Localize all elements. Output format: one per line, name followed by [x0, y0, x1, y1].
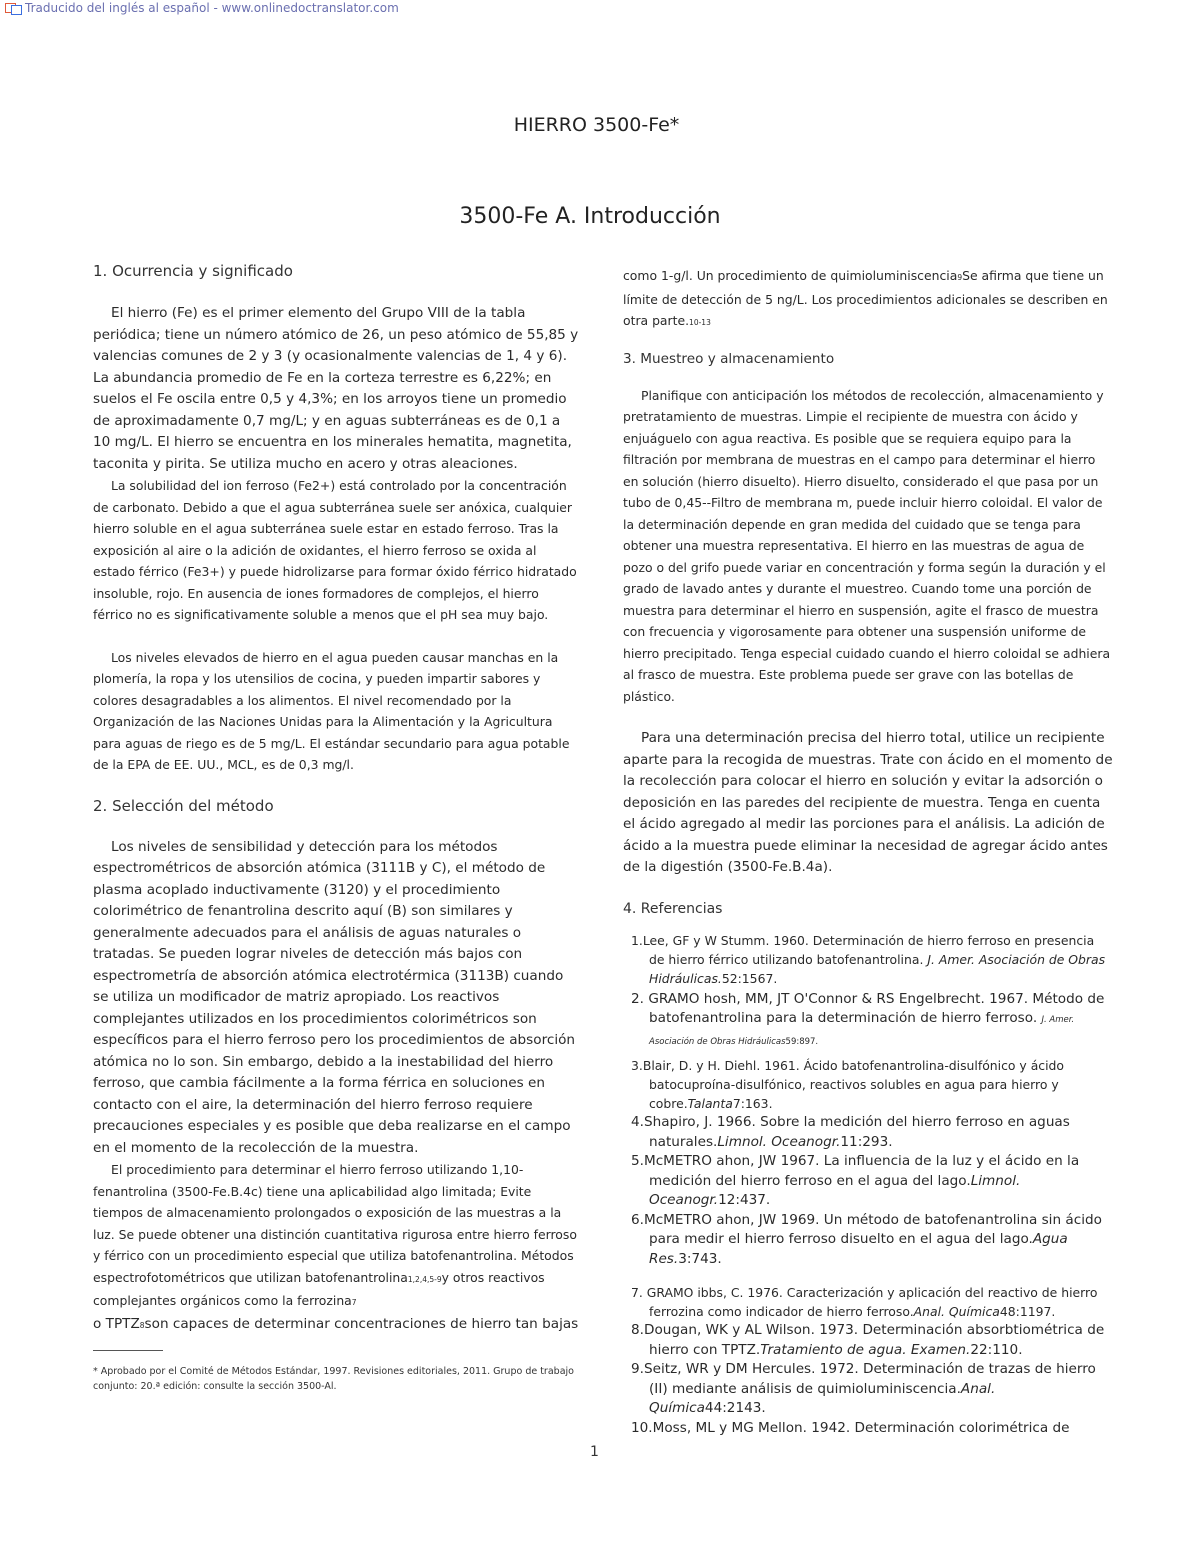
paragraph-tptz: o TPTZ8son capaces de determinar concentraciones de hierro tan bajas: [93, 1315, 579, 1332]
translate-icon: [5, 2, 21, 14]
heading-method-selection: 2. Selección del método: [93, 796, 274, 815]
heading-occurrence: 1. Ocurrencia y significado: [93, 262, 293, 280]
left-column: [93, 262, 579, 1336]
references-list: [623, 931, 1113, 1439]
paragraph-sensitivity: Los niveles de sensibilidad y detección para los métodos espectrométricos de absorción atómica (3111B y C), el método de plasma acoplado inductivamente (3120) y el procedimiento colorimétrico de fenantrolina descrito aquí (B) son similares y generalmente adecuados para el análisis de aguas naturales o tratadas. Se pueden lograr niveles de detección más bajos con espectrometría de absorción atómica electrotérmica (3113B) cuando se utiliza un modificador de matriz apropiado. Los reactivos complejantes utilizados en los procedimientos colorimétricos son específicos para el hierro ferroso pero los procedimientos de absorción atómica no lo son. Sin embargo, debido a la inestabilidad del hierro ferroso, que cambia fácilmente a la forma férrica en soluciones en contacto con el aire, la determinación del hierro ferroso requiere precauciones especiales y es posible que deba realizarse en el campo en el momento de la recolección de la muestra.: [93, 838, 576, 1156]
paragraph-levels: Los niveles elevados de hierro en el agua pueden causar manchas en la plomería, la ropa y los utensilios de cocina, y pueden impartir sabores y colores desagradables a los alimentos. El nivel recomendado por la Organización de las Naciones Unidas para la Alimentación y la Agricultura para aguas de riego es de 5 mg/L. El estándar secundario para agua potable de la EPA de EE. UU., MCL, es de 0,3 mg/l.: [93, 649, 570, 772]
reference-item: 2. GRAMO hosh, MM, JT O'Connor & RS Engelbrecht. 1967. Método de batofenantrolina para la determinación de hierro ferroso. J. Amer. Asociación de Obras Hidráulicas59:897.: [631, 990, 1105, 1047]
reference-item: 3.Blair, D. y H. Diehl. 1961. Ácido batofenantrolina-disulfónico y ácido batocuproína-disulfónico, reactivos solubles en agua para hierro y cobre.Talanta7:163.: [631, 1058, 1064, 1111]
reference-item: 6.McMETRO ahon, JW 1969. Un método de batofenantrolina sin ácido para medir el hierro ferroso disuelto en el agua del lago.Agua Res.3:743.: [631, 1211, 1102, 1267]
footnote: * Aprobado por el Comité de Métodos Estándar, 1997. Revisiones editoriales, 2011. Grupo de trabajo conjunto: 20.ª edición: consulte la sección 3500-Al.: [93, 1366, 574, 1392]
reference-item: 4.Shapiro, J. 1966. Sobre la medición del hierro ferroso en aguas naturales.Limnol. Oceanogr.11:293.: [631, 1114, 1070, 1150]
paragraph-sampling: Planifique con anticipación los métodos de recolección, almacenamiento y pretratamiento de muestras. Limpie el recipiente de muestra con ácido y enjuáguelo con agua reactiva. Es posible que se requiera equipo para la filtración por membrana de muestras en el campo para determinar el hierro en solución (hierro disuelto). Hierro disuelto, considerado el que pasa por un tubo de 0,45--Filtro de membrana m, puede incluir hierro coloidal. El valor de la determinación depende en gran medida del cuidado que se tenga para obtener una muestra representativa. El hierro en las muestras de agua de pozo o del grifo puede variar en concentración y forma según la duración y el grado de lavado antes y durante el muestreo. Cuando tome una porción de muestra para determinar el hierro en suspensión, agite el frasco de muestra con frecuencia y vigorosamente para obtener una suspensión uniforme de hierro precipitado. Tenga especial cuidado cuando el hierro coloidal se adhiera al frasco de muestra. Este problema puede ser grave con las botellas de plástico.: [623, 387, 1111, 704]
reference-item: 9.Seitz, WR y DM Hercules. 1972. Determinación de trazas de hierro (II) mediante análisis de quimioluminiscencia.Anal. Química44:2143.: [631, 1361, 1096, 1416]
footnote-divider: [93, 1350, 163, 1351]
paragraph-occurrence: El hierro (Fe) es el primer elemento del Grupo VIII de la tabla periódica; tiene un número atómico de 26, un peso atómico de 55,85 y valencias comunes de 2 y 3 (y ocasionalmente valencias de 1, 4 y 6). La abundancia promedio de Fe en la corteza terrestre es 6,22%; en suelos el Fe oscila entre 0,5 y 4,3%; en los arroyos tiene un promedio de aproximadamente 0,7 mg/L; y en aguas subterráneas es de 0,1 a 10 mg/L. El hierro se encuentra en los minerales hematita, magnetita, taconita y pirita. Se utiliza mucho en acero y otras aleaciones.: [93, 305, 579, 472]
paragraph-solubility: La solubilidad del ion ferroso (Fe2+) está controlado por la concentración de carbonato. Debido a que el agua subterránea suele ser anóxica, cualquier hierro soluble en el agua subterránea suele estar en estado ferroso. Tras la exposición al aire o la adición de oxidantes, el hierro ferroso se oxida al estado férrico (Fe3+) y puede hidrolizarse para formar óxido férrico hidratado insoluble, rojo. En ausencia de iones formadores de complejos, el hierro férrico no es significativamente soluble a menos que el pH sea muy bajo.: [93, 478, 577, 622]
paragraph-chemiluminescence: como 1-g/l. Un procedimiento de quimioluminiscencia9Se afirma que tiene un límite de detección de 5 ng/L. Los procedimientos adicionales se describen en otra parte.10-13: [623, 268, 1108, 328]
reference-item: 10.Moss, ML y MG Mellon. 1942. Determinación colorimétrica de: [631, 1419, 1070, 1436]
paragraph-ferrous-procedure: El procedimiento para determinar el hierro ferroso utilizando 1,10-fenantrolina (3500-Fe.B.4c) tiene una aplicabilidad algo limitada; Evite tiempos de almacenamiento prolongados o exposición de las muestras a la luz. Se puede obtener una distinción cuantitativa rigurosa entre hierro ferroso y férrico con un procedimiento especial que utiliza batofenantrolina. Métodos espectrofotométricos que utilizan batofenantrolina1,2,4,5-9y otros reactivos complejantes orgánicos como la ferrozina7: [93, 1162, 577, 1308]
banner-text[interactable]: Traducido del inglés al español - www.onlinedoctranslator.com: [25, 1, 399, 15]
heading-references: 4. Referencias: [623, 900, 723, 917]
right-column: [623, 265, 1113, 1438]
document-title: HIERRO 3500-Fe*: [513, 114, 680, 136]
heading-sampling: 3. Muestreo y almacenamiento: [623, 350, 835, 367]
section-title: 3500-Fe A. Introducción: [459, 204, 721, 229]
translation-banner[interactable]: [5, 1, 399, 15]
paragraph-total-iron: Para una determinación precisa del hierro total, utilice un recipiente aparte para la recogida de muestras. Trate con ácido en el momento de la recolección para colocar el hierro en solución y evitar la adsorción o deposición en las paredes del recipiente de muestra. Tenga en cuenta el ácido agregado al medir las porciones para el análisis. La adición de ácido a la muestra puede eliminar la necesidad de agregar ácido antes de la digestión (3500-Fe.B.4a).: [623, 730, 1113, 875]
reference-item: 7. GRAMO ibbs, C. 1976. Caracterización y aplicación del reactivo de hierro ferrozina como indicador de hierro ferroso.Anal. Química48:1197.: [631, 1285, 1098, 1319]
reference-item: 8.Dougan, WK y AL Wilson. 1973. Determinación absorbtiométrica de hierro con TPTZ.Tratamiento de agua. Examen.22:110.: [631, 1322, 1105, 1358]
reference-item: 1.Lee, GF y W Stumm. 1960. Determinación de hierro ferroso en presencia de hierro férrico utilizando batofenantrolina. J. Amer. Asociación de Obras Hidráulicas.52:1567.: [631, 932, 1106, 986]
page-number: 1: [590, 1444, 599, 1460]
reference-item: 5.McMETRO ahon, JW 1967. La influencia de la luz y el ácido en la medición del hierro ferroso en el agua del lago.Limnol. Oceanogr.12:437.: [631, 1153, 1080, 1208]
